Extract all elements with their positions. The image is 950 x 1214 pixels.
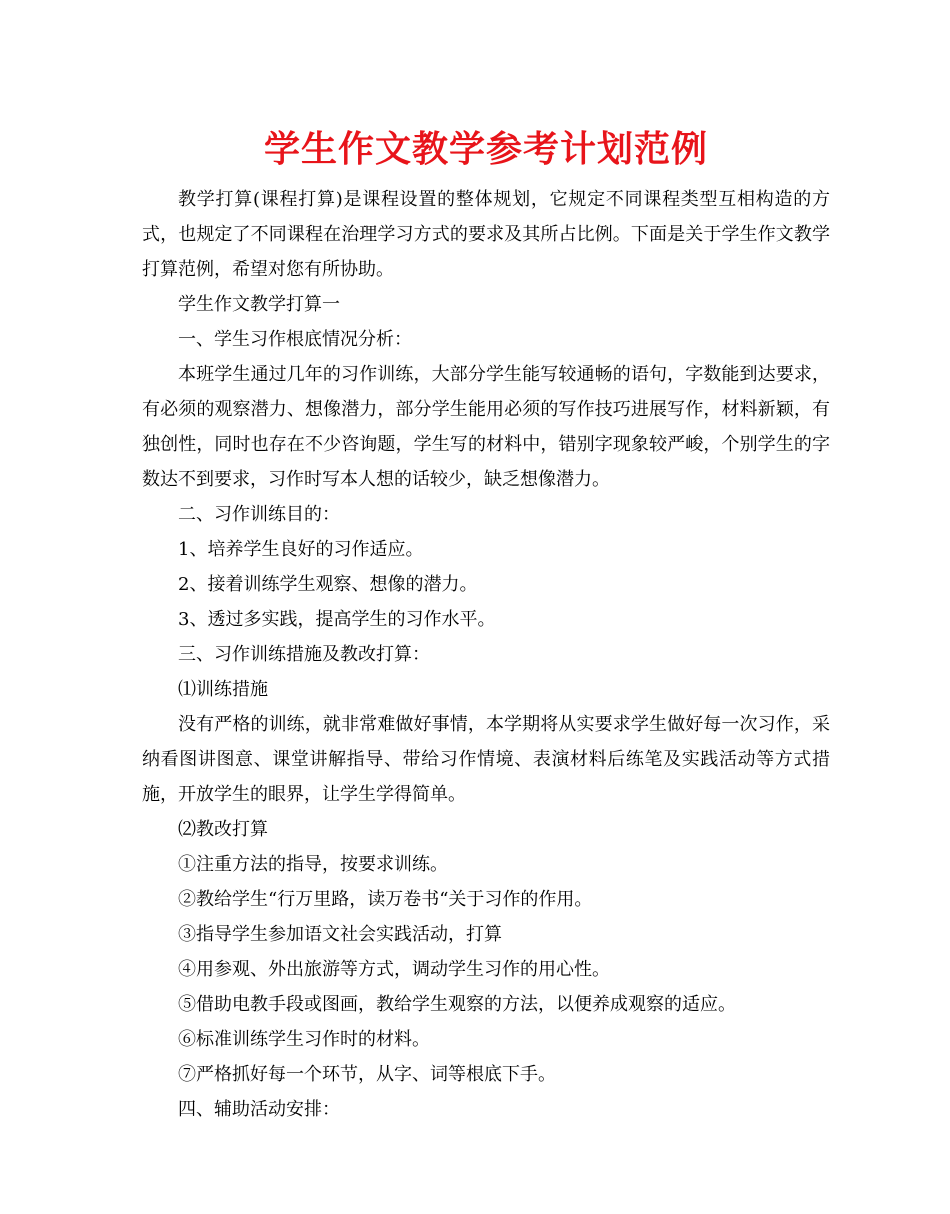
reform-item-2: ②教给学生“行万里路，读万卷书“关于习作的作用。 bbox=[178, 889, 593, 910]
reform-item-6: ⑥标准训练学生习作时的材料。 bbox=[178, 1029, 430, 1050]
reform-item-4: ④用参观、外出旅游等方式，调动学生习作的用心性。 bbox=[178, 959, 610, 980]
plan-one-heading: 学生作文教学打算一 bbox=[178, 294, 340, 315]
section-heading-activities: 四、辅助活动安排： bbox=[178, 1099, 340, 1120]
analysis-paragraph: 本班学生通过几年的习作训练，大部分学生能写较通畅的语句，字数能到达要求，有必须的观察潜力、想像潜力，部分学生能用必须的写作技巧进展写作，材料新颖，有独创性，同时也存在不少咨询题，学生写的材料中，错别字现象较严峻，个别学生的字数达不到要求，习作时写本人想的话较少，缺乏想像潜力。 bbox=[142, 364, 830, 490]
goal-item-1: 1、培养学生良好的习作适应。 bbox=[178, 539, 424, 560]
goal-item-3: 3、透过多实践，提高学生的习作水平。 bbox=[178, 609, 496, 630]
document-title: 学生作文教学参考计划范例 bbox=[263, 129, 708, 170]
reform-item-5: ⑤借助电教手段或图画，教给学生观察的方法，以便养成观察的适应。 bbox=[178, 994, 736, 1015]
section-heading-analysis: 一、学生习作根底情况分析： bbox=[178, 329, 412, 350]
goal-item-2: 2、接着训练学生观察、想像的潜力。 bbox=[178, 574, 478, 595]
subheading-training-measures: ⑴训练措施 bbox=[178, 679, 268, 700]
measures-paragraph: 没有严格的训练，就非常难做好事情，本学期将从实要求学生做好每一次习作，采纳看图讲图意、课堂讲解指导、带给习作情境、表演材料后练笔及实践活动等方式措施，开放学生的眼界，让学生学得简单。 bbox=[142, 714, 830, 805]
intro-paragraph: 教学打算(课程打算)是课程设置的整体规划，它规定不同课程类型互相构造的方式，也规定了不同课程在治理学习方式的要求及其所占比例。下面是关于学生作文教学打算范例，希望对您有所协助。 bbox=[142, 189, 830, 280]
reform-item-1: ①注重方法的指导，按要求训练。 bbox=[178, 854, 448, 875]
section-heading-goals: 二、习作训练目的： bbox=[178, 504, 340, 525]
document-body bbox=[142, 182, 830, 1127]
reform-item-7: ⑦严格抓好每一个环节，从字、词等根底下手。 bbox=[178, 1064, 556, 1085]
reform-item-3: ③指导学生参加语文社会实践活动，打算 bbox=[178, 924, 502, 945]
section-heading-measures: 三、习作训练措施及教改打算： bbox=[178, 644, 430, 665]
subheading-reform-plan: ⑵教改打算 bbox=[178, 819, 268, 840]
